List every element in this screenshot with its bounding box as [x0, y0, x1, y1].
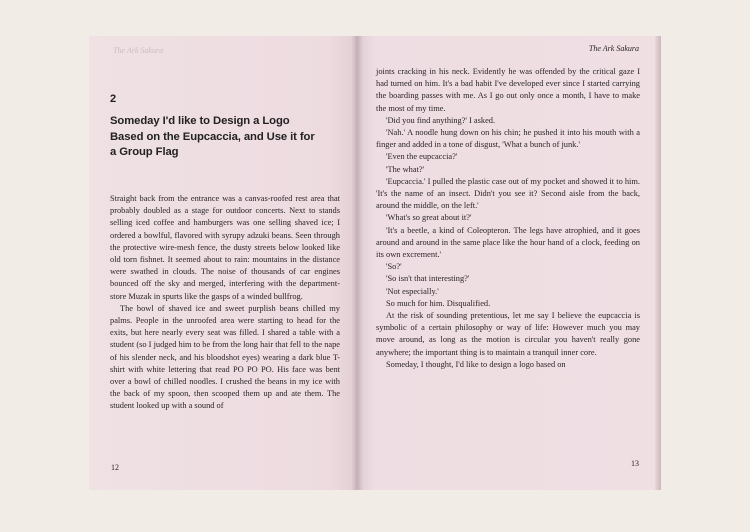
paragraph — [110, 303, 340, 413]
paragraph: joints cracking in his neck. Evidently he was offended by the critical gaze I had turned on him. It's a bad habit I've developed ever since I started carrying the boarding passes with me. As I go out only once a month, I have to make the most of my time. — [376, 67, 640, 113]
left-page — [89, 36, 356, 490]
right-page — [356, 36, 661, 490]
paragraph: Someday, I thought, I'd like to design a logo based on — [386, 359, 566, 369]
page-number-right: 13 — [631, 459, 639, 468]
paragraph: 'Eupcaccia.' I pulled the plastic case out of my pocket and showed it to him. 'It's the name of an insect. Didn't you see it? Second aisle from the back, around the middle, on the left.' — [376, 176, 640, 211]
left-body-text — [110, 193, 340, 413]
chapter-title: Someday I'd like to Design a Logo Based on the Eupcaccia, and Use it for a Group Flag — [110, 115, 315, 158]
paragraph: At the risk of sounding pretentious, let me say I believe the eupcaccia is symbolic of a certain philosophy or way of life: However much you may move around, as long as the motion is circular you haven't really gone anywhere; the important thing is to maintain a tranquil inner core. — [376, 311, 640, 357]
paragraph: 'What's so great about it?' — [386, 213, 472, 223]
ghost-header: The Ark Sakura — [113, 46, 164, 55]
tshirt-lettering: PO PO PO — [233, 364, 272, 374]
paragraph: 'Even the eupcaccia?' — [386, 152, 458, 162]
paragraph: 'It's a beetle, a kind of Coleopteron. The legs have atrophied, and it goes around and around in the same place like the hour hand of a clock, feeding on its own excrement.' — [376, 225, 640, 260]
running-head: The Ark Sakura — [588, 44, 639, 53]
chapter-number: 2 — [110, 93, 117, 105]
page-number-left: 12 — [111, 463, 119, 472]
paragraph: So much for him. Disqualified. — [386, 298, 491, 308]
paragraph: 'Not especially.' — [386, 286, 439, 296]
paragraph: 'So isn't that interesting?' — [386, 274, 470, 284]
paragraph: 'So?' — [386, 262, 402, 272]
right-body-text — [376, 66, 640, 371]
paragraph-text: . His face was bent over a bowl of chilled noodles. I crushed the beans in my ice with the back of my spoon, then scooped them up and ate them. The student looked up with a sound of — [110, 364, 340, 411]
page-edges — [655, 36, 661, 490]
paragraph: 'The what?' — [386, 164, 425, 174]
paragraph: 'Nah.' A noodle hung down on his chin; he pushed it into his mouth with a finger and added in a tone of disgust, 'What a bunch of junk.' — [376, 128, 640, 150]
book-gutter — [351, 36, 363, 490]
paragraph: Straight back from the entrance was a canvas-roofed rest area that probably doubled as a stage for outdoor concerts. Next to stands selling iced coffee and hamburgers was one selling shaved ice; I ordered a bowlful, flavored with syrupy adzuki beans. Seen through the protective wire-mesh fence, the dusty streets below looked like old torn fishnet. It seemed about to rain: mountains in the distance were swathed in clouds. The noise of thousands of car engines bounced off the sky and merged, interfering with the department-store Muzak in spurts like the gasps of a winded bullfrog. — [110, 194, 340, 301]
paragraph: 'Did you find anything?' I asked. — [386, 115, 496, 125]
book-spread — [89, 36, 661, 490]
paragraph-text: The bowl of shaved ice and sweet purplish beans chilled my palms. People in the unroofed area were starting to head for the exits, but here nearly every seat was filled. I shared a table with a student (so I judged him to be from the long hair that fell to the nape of his slender neck, and his bloodshot eyes) wearing a dark blue T-shirt with white lettering that read — [110, 303, 340, 374]
